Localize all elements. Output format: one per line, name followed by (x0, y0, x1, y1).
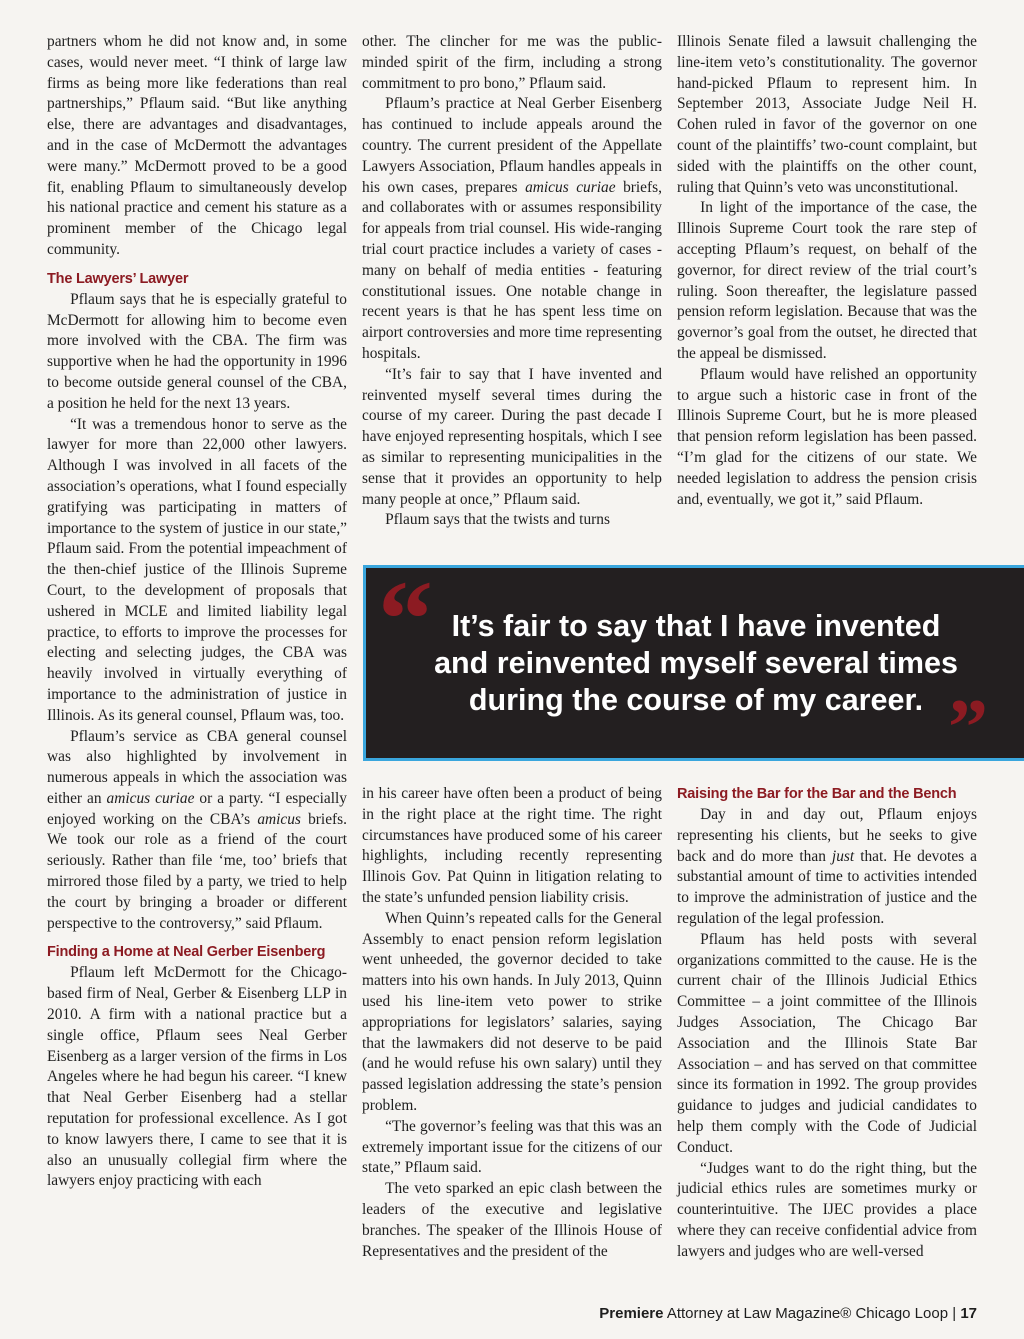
paragraph: in his career have often been a product of being in the right place at the right time. The right circumstances have produced some of his career highlights, including recently representing Illinois Gov. Pat Quinn in litigation relating to the state’s unfunded pension liability crisis. (362, 785, 662, 906)
paragraph: Pflaum says that the twists and turns (385, 511, 610, 529)
paragraph: Pflaum says that he is especially grateful to McDermott for allowing him to become even more involved with the CBA. The firm was supportive when he had the opportunity in 1996 to become outside general counsel of the CBA, a position he held for the next 13 years. (47, 290, 347, 412)
article-column-3-lower (677, 784, 977, 1263)
italic-term: amicus curiae (525, 178, 616, 196)
section-heading-lawyers-lawyer: The Lawyers’ Lawyer (47, 270, 189, 287)
text-run: that. He devotes a substantial amount of time to activities intended to improve the administration of justice and the regulation of the legal profession. (677, 847, 977, 927)
paragraph: other. The clincher for me was the public-minded spirit of the firm, including a strong commitment to pro bono,” Pflaum said. (362, 33, 662, 92)
paragraph: When Quinn’s repeated calls for the General Assembly to enact pension reform legislation went unheeded, the governor decided to take matters into his own hands. In July 2013, Quinn used his line-item veto power to strike appropriations for legislators’ salaries, saying that the lawmakers did not deserve to be paid (and he would refuse his own salary) until they passed legislation addressing the state’s pension problem. (362, 909, 662, 1114)
page-number: 17 (960, 1305, 977, 1322)
paragraph (47, 727, 347, 935)
close-quote-icon: ” (948, 684, 988, 772)
page-footer (599, 1305, 977, 1322)
paragraph (677, 805, 977, 930)
pull-quote-box (363, 558, 1024, 772)
article-column-1 (47, 32, 347, 1192)
paragraph: Pflaum has held posts with several organizations committed to the cause. He is the current chair of the Illinois Judicial Ethics Committee – a joint committee of the Illinois Judges Association, The Chicago Bar Association and the Illinois State Bar Association – and has served on that committee since its formation in 1992. The group provides guidance to judges and judicial candidates to help them comply with the Code of Judicial Conduct. (677, 930, 977, 1156)
text-run: Day in and day out, Pflaum enjoys representing his clients, but he seeks to give back and do more than (677, 806, 977, 865)
article-column-2 (362, 32, 662, 531)
section-heading-raising-the-bar: Raising the Bar for the Bar and the Bench (677, 786, 957, 802)
footer-separator: | (952, 1305, 957, 1322)
paragraph: Illinois Senate filed a lawsuit challenging the line-item veto’s constitutionality. The governor hand-picked Pflaum to represent him. In September 2013, Associate Judge Neil H. Cohen ruled in favor of the governor on one count of the plaintiffs’ two-count complaint, but sided with the plaintiffs on the other count, ruling that Quinn’s veto was unconstitutional. (677, 33, 977, 196)
section-heading-neal-gerber: Finding a Home at Neal Gerber Eisenberg (47, 944, 326, 961)
paragraph: The veto sparked an epic clash between the leaders of the executive and legislative branches. The speaker of the Illinois House of Representatives and the president of the (362, 1180, 662, 1260)
paragraph: “Judges want to do the right thing, but the judicial ethics rules are sometimes murky or counterintuitive. The IJEC provides a place where they can receive confidential advice from lawyers and judges who are well-versed (677, 1159, 977, 1260)
article-column-3 (677, 32, 977, 510)
italic-term: amicus curiae (106, 789, 195, 807)
text-run: briefs, and collaborates with or assumes responsibility for appeals from trial counsel. His wide-ranging trial court practice includes a variety of cases - many on behalf of media entities - featuring constitutional issues. One notable change in recent years is that he has spent less time on airport controversies and more time representing hospitals. (362, 178, 662, 362)
paragraph: “The governor’s feeling was that this was an extremely important issue for the citizens of our state,” Pflaum said. (362, 1117, 662, 1177)
paragraph: Pflaum left McDermott for the Chicago-based firm of Neal, Gerber & Eisenberg LLP in 2010. A firm with a national practice but a single office, Pflaum sees Neal Gerber Eisenberg as a larger version of the firms in Los Angeles where he had begun his career. “I knew that Neal Gerber Eisenberg had a stellar reputation for professional excellence. As I got to know lawyers there, I came to see that it is also an unusually collegial firm where the lawyers enjoy practicing with each (47, 964, 347, 1190)
article-column-2-lower (362, 784, 662, 1262)
text-run: Pflaum’s service as CBA general counsel was also highlighted by involvement in numerous appeals in which the association was either an (47, 727, 347, 807)
text-run: or a party. “I especially enjoyed working on the CBA’s (47, 789, 347, 828)
text-run: briefs. We took our role as a friend of the court seriously. Rather than file ‘me, too’ briefs that mirrored those filed by a party, we tried to help the court by bringing a broader or different perspective to the controversy,” said Pflaum. (47, 810, 347, 932)
paragraph (362, 94, 662, 364)
paragraph: “It was a tremendous honor to serve as the lawyer for more than 22,000 other lawyers. Although I was involved in all facets of the association’s operations, what I found especially gratifying was participating in matters of importance to the system of justice in our state,” Pflaum said. From the potential impeachment of the then-chief justice of the Illinois Supreme Court, to the development of proposals that ushered in MCLE and limited liability legal practice, to efforts to improve the processes for electing and selecting judges, the CBA was heavily involved in virtually everything of importance to the administration of justice in Illinois. As its general counsel, Pflaum was, too. (47, 415, 347, 724)
footer-brand: Premiere (599, 1305, 664, 1322)
paragraph: “It’s fair to say that I have invented and reinvented myself several times during the course of my career. During the past decade I have enjoyed representing hospitals, which I see as similar to representing municipalities in the sense that it provides an opportunity to help many people at once,” Pflaum said. (362, 365, 662, 508)
italic-term: amicus (257, 810, 301, 828)
footer-magazine-title: Attorney at Law Magazine® Chicago Loop (666, 1305, 949, 1322)
pull-quote-text: It’s fair to say that I have invented and reinvented myself several times during the course of my career. (434, 609, 958, 717)
paragraph: Pflaum would have relished an opportunity to argue such a historic case in front of the Illinois Supreme Court, but he is more pleased that pension reform legislation has been passed. “I’m glad for the citizens of our state. We needed legislation to address the pension crisis and, eventually, we got it,” said Pflaum. (677, 365, 977, 508)
text-run: Pflaum’s practice at Neal Gerber Eisenberg has continued to include appeals around the country. The current president of the Appellate Lawyers Association, Pflaum handles appeals in his own cases, prepares (362, 95, 662, 196)
paragraph: In light of the importance of the case, the Illinois Supreme Court took the rare step of accepting Pflaum’s request, on behalf of the governor, for direct review of the trial court’s ruling. Soon thereafter, the legislature passed pension reform legislation. Because that was the governor’s goal from the outset, he directed that the appeal be dismissed. (677, 199, 977, 362)
open-quote-icon: “ (378, 558, 433, 680)
paragraph: partners whom he did not know and, in some cases, would never meet. “I think of large law firms as being more like federations than real partnerships,” Pflaum said. “But like anything else, there are advantages and disadvantages, and in the case of McDermott the advantages were many.” McDermott proved to be a good fit, enabling Pflaum to simultaneously develop his national practice and cement his stature as a prominent member of the Chicago legal community. (47, 33, 347, 258)
italic-term: just (831, 847, 855, 865)
